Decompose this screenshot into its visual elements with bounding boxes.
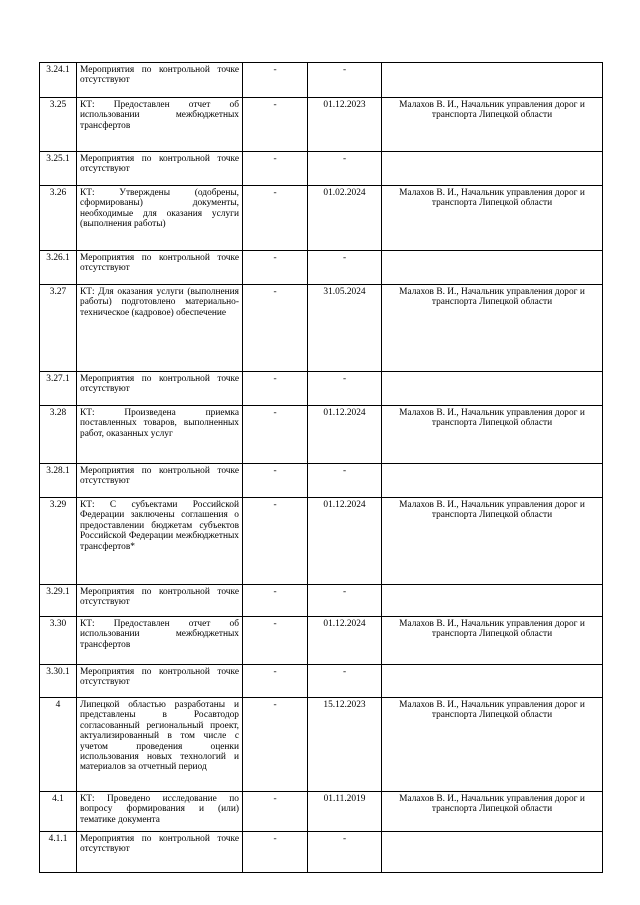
row-description: Мероприятия по контрольной точке отсутствуют: [77, 665, 243, 698]
row-responsible: Малахов В. И., Начальник управления дорог и транспорта Липецкой области: [382, 285, 603, 372]
row-number: 4.1.1: [40, 832, 77, 873]
row-responsible: [382, 832, 603, 873]
table-row: [40, 98, 603, 152]
row-number: 4: [40, 698, 77, 792]
table-row: [40, 617, 603, 665]
row-date: -: [308, 832, 382, 873]
table-row: [40, 285, 603, 372]
row-description: Мероприятия по контрольной точке отсутствуют: [77, 63, 243, 98]
table-row: [40, 406, 603, 464]
row-column-3: -: [243, 186, 308, 251]
row-column-3: -: [243, 152, 308, 186]
table-row: [40, 63, 603, 98]
row-description: Мероприятия по контрольной точке отсутствуют: [77, 832, 243, 873]
row-responsible: Малахов В. И., Начальник управления дорог и транспорта Липецкой области: [382, 406, 603, 464]
row-column-3: -: [243, 251, 308, 285]
row-responsible: [382, 372, 603, 406]
row-date: -: [308, 464, 382, 498]
row-responsible: Малахов В. И., Начальник управления дорог и транспорта Липецкой области: [382, 186, 603, 251]
row-description: КТ: Предоставлен отчет об использовании межбюджетных трансфертов: [77, 617, 243, 665]
table-row: [40, 186, 603, 251]
row-column-3: -: [243, 63, 308, 98]
row-date: 01.12.2024: [308, 406, 382, 464]
row-date: 01.12.2024: [308, 617, 382, 665]
row-responsible: Малахов В. И., Начальник управления дорог и транспорта Липецкой области: [382, 498, 603, 585]
table-row: [40, 152, 603, 186]
row-responsible: [382, 585, 603, 617]
row-number: 3.25.1: [40, 152, 77, 186]
row-column-3: -: [243, 585, 308, 617]
row-column-3: -: [243, 665, 308, 698]
row-column-3: -: [243, 406, 308, 464]
row-description: КТ: Проведено исследование по вопросу формирования и (или) тематике документа: [77, 792, 243, 832]
row-responsible: Малахов В. И., Начальник управления дорог и транспорта Липецкой области: [382, 98, 603, 152]
row-number: 3.28: [40, 406, 77, 464]
row-number: 3.28.1: [40, 464, 77, 498]
table-body: [40, 63, 603, 873]
row-column-3: -: [243, 98, 308, 152]
row-description: КТ: Утверждены (одобрены, сформированы) документы, необходимые для оказания услуги (выполнения работы): [77, 186, 243, 251]
row-description: Мероприятия по контрольной точке отсутствуют: [77, 464, 243, 498]
row-responsible: [382, 464, 603, 498]
row-responsible: [382, 63, 603, 98]
table-row: [40, 792, 603, 832]
row-responsible: [382, 152, 603, 186]
row-responsible: Малахов В. И., Начальник управления дорог и транспорта Липецкой области: [382, 698, 603, 792]
row-date: 01.12.2024: [308, 498, 382, 585]
row-description: Липецкой областью разработаны и представлены в Росавтодор согласованный региональный проект, актуализированный в том числе с учетом проведения оценки использования новых технологий и материалов за отчетный период: [77, 698, 243, 792]
row-date: 01.12.2023: [308, 98, 382, 152]
row-number: 3.26.1: [40, 251, 77, 285]
row-number: 3.27.1: [40, 372, 77, 406]
row-description: КТ: Произведена приемка поставленных товаров, выполненных работ, оказанных услуг: [77, 406, 243, 464]
row-number: 3.26: [40, 186, 77, 251]
row-date: 31.05.2024: [308, 285, 382, 372]
row-number: 3.27: [40, 285, 77, 372]
row-description: Мероприятия по контрольной точке отсутствуют: [77, 251, 243, 285]
table-row: [40, 698, 603, 792]
table-row: [40, 585, 603, 617]
row-number: 3.24.1: [40, 63, 77, 98]
row-date: -: [308, 63, 382, 98]
row-column-3: -: [243, 698, 308, 792]
row-column-3: -: [243, 832, 308, 873]
row-number: 3.25: [40, 98, 77, 152]
row-date: -: [308, 585, 382, 617]
row-column-3: -: [243, 792, 308, 832]
row-number: 4.1: [40, 792, 77, 832]
row-number: 3.29.1: [40, 585, 77, 617]
row-column-3: -: [243, 498, 308, 585]
row-date: -: [308, 251, 382, 285]
row-column-3: -: [243, 372, 308, 406]
row-description: КТ: С субъектами Российской Федерации заключены соглашения о предоставлении бюджетам субъектов Российской Федерации межбюджетных трансфертов*: [77, 498, 243, 585]
row-date: -: [308, 152, 382, 186]
document-table: [39, 62, 603, 873]
row-column-3: -: [243, 617, 308, 665]
row-description: Мероприятия по контрольной точке отсутствуют: [77, 372, 243, 406]
table-row: [40, 251, 603, 285]
row-date: -: [308, 372, 382, 406]
row-responsible: Малахов В. И., Начальник управления дорог и транспорта Липецкой области: [382, 792, 603, 832]
table-row: [40, 832, 603, 873]
row-date: 01.11.2019: [308, 792, 382, 832]
row-number: 3.30: [40, 617, 77, 665]
table-row: [40, 498, 603, 585]
table-row: [40, 665, 603, 698]
row-number: 3.29: [40, 498, 77, 585]
row-number: 3.30.1: [40, 665, 77, 698]
row-description: Мероприятия по контрольной точке отсутствуют: [77, 152, 243, 186]
row-responsible: [382, 665, 603, 698]
row-date: 01.02.2024: [308, 186, 382, 251]
row-responsible: [382, 251, 603, 285]
row-column-3: -: [243, 464, 308, 498]
table-row: [40, 464, 603, 498]
row-description: Мероприятия по контрольной точке отсутствуют: [77, 585, 243, 617]
row-description: КТ: Для оказания услуги (выполнения работы) подготовлено материально-техническое (кадровое) обеспечение: [77, 285, 243, 372]
row-date: 15.12.2023: [308, 698, 382, 792]
table-row: [40, 372, 603, 406]
row-responsible: Малахов В. И., Начальник управления дорог и транспорта Липецкой области: [382, 617, 603, 665]
row-column-3: -: [243, 285, 308, 372]
row-date: -: [308, 665, 382, 698]
row-description: КТ: Предоставлен отчет об использовании межбюджетных трансфертов: [77, 98, 243, 152]
